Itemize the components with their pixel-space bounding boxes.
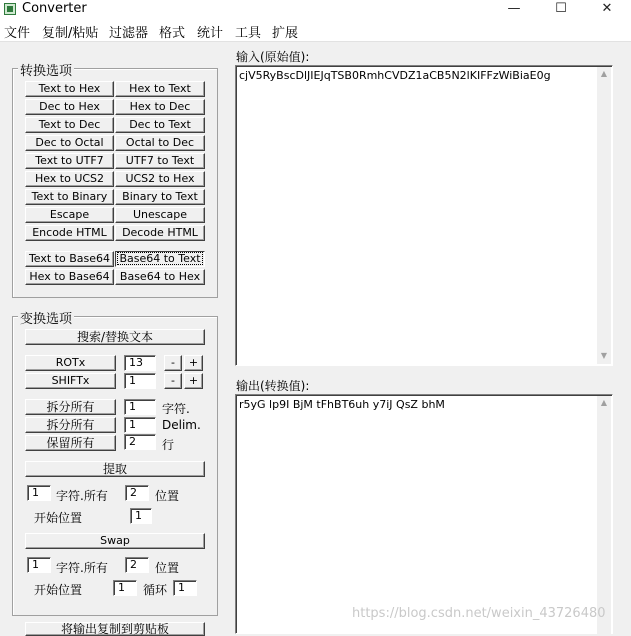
dec-to-hex-button[interactable]: Dec to Hex — [25, 99, 114, 115]
text-to-hex-button[interactable]: Text to Hex — [25, 81, 114, 97]
split-chars-value-field[interactable]: 1 — [124, 399, 156, 415]
output-text: r5yG lp9I BjM tFhBT6uh y7iJ QsZ bhM — [239, 398, 445, 411]
text-to-utf7-button[interactable]: Text to UTF7 — [25, 153, 114, 169]
extract-start-label: 开始位置 — [34, 511, 83, 525]
copy-output-button[interactable]: 将输出复制到剪贴板 — [25, 622, 205, 636]
maximize-button[interactable]: ☐ — [555, 1, 567, 16]
rotx-button[interactable]: ROTx — [25, 355, 116, 371]
hex-to-ucs2-button[interactable]: Hex to UCS2 — [25, 171, 114, 187]
swap-loop-label: 循环 — [143, 583, 168, 597]
search-replace-button[interactable]: 搜索/替换文本 — [25, 329, 205, 345]
rotx-plus-button[interactable]: + — [184, 355, 203, 371]
convert-options-title: 转换选项 — [18, 60, 74, 79]
extract-position-field[interactable]: 2 — [125, 485, 149, 501]
minimize-button[interactable]: — — [507, 1, 521, 16]
output-label: 输出(转换值): — [236, 379, 310, 393]
menu-extensions[interactable]: 扩展 — [272, 26, 299, 41]
swap-position-label: 位置 — [155, 561, 180, 575]
split-all-delim-button[interactable]: 拆分所有 — [25, 417, 116, 433]
input-textarea[interactable] — [235, 65, 613, 366]
scroll-up-icon[interactable]: ▲ — [600, 398, 608, 407]
dec-to-text-button[interactable]: Dec to Text — [115, 117, 205, 133]
extract-chars-all-label: 字符.所有 — [56, 489, 108, 503]
base64-to-text-label: Base64 to Text — [119, 252, 201, 265]
extract-start-field[interactable]: 1 — [130, 508, 152, 524]
shiftx-value-field[interactable]: 1 — [124, 373, 156, 389]
hex-to-base64-button[interactable]: Hex to Base64 — [25, 269, 114, 285]
output-scrollbar[interactable] — [597, 396, 611, 634]
hex-to-dec-button[interactable]: Hex to Dec — [115, 99, 205, 115]
split-delim-unit-label: Delim. — [162, 418, 201, 432]
transform-options-title: 变换选项 — [18, 308, 74, 327]
title-bar — [0, 0, 631, 19]
octal-to-dec-button[interactable]: Octal to Dec — [115, 135, 205, 151]
base64-to-text-button[interactable] — [115, 251, 205, 267]
swap-loop-field[interactable]: 1 — [173, 580, 197, 596]
ucs2-to-hex-button[interactable]: UCS2 to Hex — [115, 171, 205, 187]
close-button[interactable]: ✕ — [601, 1, 613, 16]
base64-to-hex-button[interactable]: Base64 to Hex — [115, 269, 205, 285]
keep-all-button[interactable]: 保留所有 — [25, 435, 116, 451]
split-all-chars-button[interactable]: 拆分所有 — [25, 399, 116, 415]
dec-to-octal-button[interactable]: Dec to Octal — [25, 135, 114, 151]
keep-value-field[interactable]: 2 — [124, 434, 156, 450]
split-delim-value-field[interactable]: 1 — [124, 417, 156, 433]
menu-statistics[interactable]: 统计 — [197, 26, 224, 41]
swap-chars-all-label: 字符.所有 — [56, 561, 108, 575]
binary-to-text-button[interactable]: Binary to Text — [115, 189, 205, 205]
input-scrollbar[interactable] — [597, 67, 611, 364]
text-to-binary-button[interactable]: Text to Binary — [25, 189, 114, 205]
watermark-text: https://blog.csdn.net/weixin_43726480 — [352, 606, 606, 621]
window-title: Converter — [22, 1, 87, 16]
decode-html-button[interactable]: Decode HTML — [115, 225, 205, 241]
rotx-value-field[interactable]: 13 — [124, 355, 156, 371]
rotx-minus-button[interactable]: - — [164, 355, 182, 371]
hex-to-text-button[interactable]: Hex to Text — [115, 81, 205, 97]
unescape-button[interactable]: Unescape — [115, 207, 205, 223]
swap-count-field[interactable]: 1 — [27, 557, 51, 573]
swap-position-field[interactable]: 2 — [125, 557, 149, 573]
swap-start-label: 开始位置 — [34, 583, 83, 597]
encode-html-button[interactable]: Encode HTML — [25, 225, 114, 241]
split-chars-unit-label: 字符. — [162, 402, 190, 416]
swap-start-field[interactable]: 1 — [113, 580, 137, 596]
output-textarea[interactable] — [235, 394, 613, 634]
keep-unit-label: 行 — [162, 438, 175, 452]
extract-button[interactable]: 提取 — [25, 461, 205, 477]
menu-tools[interactable]: 工具 — [235, 26, 262, 41]
menu-bar — [0, 19, 631, 42]
scroll-up-icon[interactable]: ▲ — [600, 69, 608, 78]
text-to-base64-button[interactable]: Text to Base64 — [25, 251, 114, 267]
swap-button[interactable]: Swap — [25, 533, 205, 549]
menu-file[interactable]: 文件 — [4, 26, 31, 41]
menu-filters[interactable]: 过滤器 — [109, 26, 149, 41]
input-label: 输入(原始值): — [236, 50, 310, 64]
escape-button[interactable]: Escape — [25, 207, 114, 223]
utf7-to-text-button[interactable]: UTF7 to Text — [115, 153, 205, 169]
extract-position-label: 位置 — [155, 489, 180, 503]
menu-copy-paste[interactable]: 复制/粘贴 — [42, 26, 99, 41]
scroll-down-icon[interactable]: ▼ — [600, 351, 608, 360]
extract-count-field[interactable]: 1 — [27, 485, 51, 501]
input-text: cjV5RyBscDlJIEJqTSB0RmhCVDZ1aCB5N2lKIFFzWiBiaE0g — [239, 69, 551, 82]
shiftx-minus-button[interactable]: - — [164, 373, 182, 389]
app-icon — [4, 3, 16, 15]
menu-format[interactable]: 格式 — [159, 26, 186, 41]
text-to-dec-button[interactable]: Text to Dec — [25, 117, 114, 133]
shiftx-button[interactable]: SHIFTx — [25, 373, 116, 389]
shiftx-plus-button[interactable]: + — [184, 373, 203, 389]
